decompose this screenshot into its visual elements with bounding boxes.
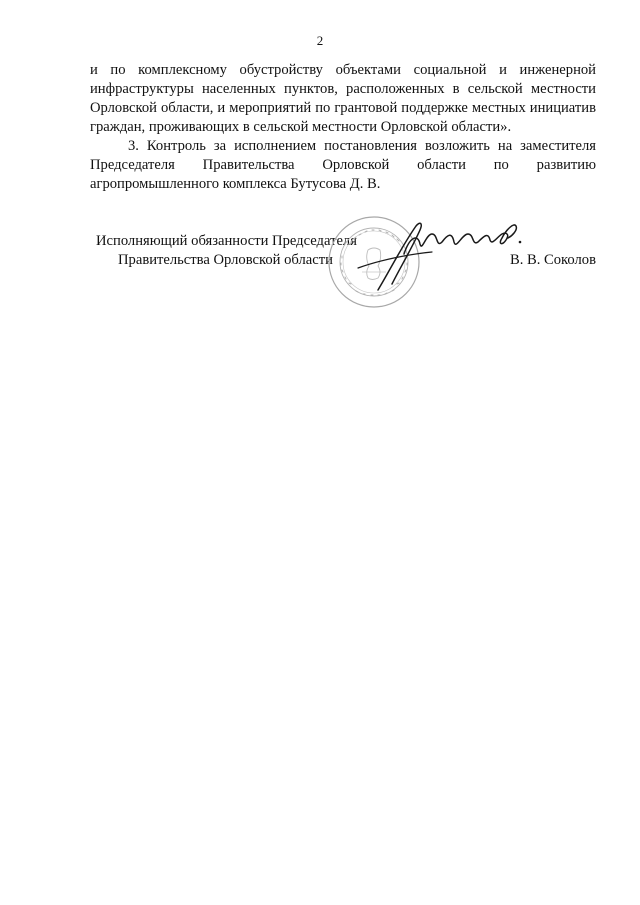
paragraph-item-3: 3. Контроль за исполнением постановления возложить на заместителя Председателя Правительства Орловской области по развитию агропромышленного комплекса Бутусова Д. В.: [90, 138, 596, 192]
page-number: 2: [316, 33, 324, 48]
signatory-title-line-1: Исполняющий обязанности Председателя: [96, 233, 357, 249]
signatory-title-line-2: Правительства Орловской области: [118, 252, 333, 268]
signatory-name: В. В. Соколов: [509, 252, 596, 268]
handwritten-signature-icon: [350, 212, 525, 294]
paragraph-continuation: и по комплексному обустройству объектами социальной и инженерной инфраструктуры населенных пунктов, расположенных в сельской местности Орловской области, и мероприятий по грантовой поддержке местных инициатив граждан, проживающих в сельской местности Орловской области».: [90, 62, 596, 135]
document-body: [90, 61, 596, 194]
